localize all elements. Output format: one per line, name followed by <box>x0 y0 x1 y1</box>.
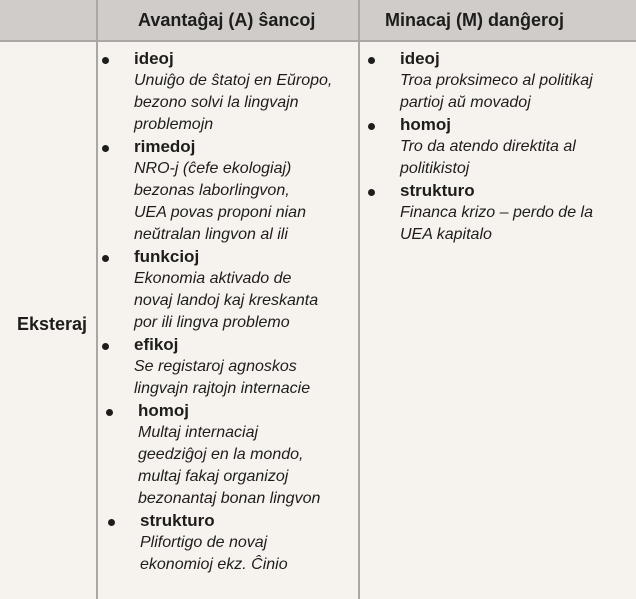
bullet-icon <box>102 255 109 262</box>
item-description: Se registaroj agnoskos lingvajn rajtojn internacie <box>134 358 311 397</box>
bullet-icon <box>368 189 375 196</box>
list-item <box>102 48 354 136</box>
bullet-icon <box>102 145 109 152</box>
item-description: Multaj internaciaj geedziĝoj en la mondo, multaj fakaj organizoj bezonantaj bonan lingvon <box>138 424 321 507</box>
item-term: strukturo <box>400 181 475 200</box>
list-item <box>364 114 632 180</box>
item-description: Troa proksimeco al politikaj partioj aŭ movadoj <box>400 72 593 111</box>
column-divider-left <box>96 0 98 599</box>
threats-column-header: Minacaj (M) danĝeroj <box>385 10 565 30</box>
item-term: efikoj <box>134 335 179 354</box>
item-description: Plifortigo de novaj ekonomioj ekz. Ĉinio <box>140 534 288 573</box>
item-description: Ekonomia aktivado de novaj landoj kaj kreskanta por ili lingva problemo <box>134 270 319 331</box>
advantages-list <box>102 48 354 576</box>
bullet-icon <box>102 343 109 350</box>
item-term: funkcioj <box>134 247 200 266</box>
list-item <box>102 400 354 510</box>
bullet-icon <box>106 409 113 416</box>
item-term: homoj <box>138 401 189 420</box>
threats-list <box>364 48 632 246</box>
item-term: strukturo <box>140 511 215 530</box>
item-description: NRO-j (ĉefe ekologiaj) bezonas laborlingvon, UEA povas proponi nian neŭtralan lingvon al ili <box>134 160 306 243</box>
list-item <box>102 246 354 334</box>
item-term: homoj <box>400 115 451 134</box>
bullet-icon <box>368 123 375 130</box>
item-term: ideoj <box>400 49 440 68</box>
list-item <box>102 334 354 400</box>
advantages-column-header: Avantaĝaj (A) ŝancoj <box>138 10 316 30</box>
bullet-icon <box>102 57 109 64</box>
item-term: rimedoj <box>134 137 196 156</box>
item-description: Tro da atendo direktita al politikistoj <box>400 138 576 177</box>
bullet-icon <box>108 519 115 526</box>
bullet-icon <box>368 57 375 64</box>
list-item <box>102 510 354 576</box>
list-item <box>364 180 632 246</box>
list-item <box>102 136 354 246</box>
item-description: Financa krizo – perdo de la UEA kapitalo <box>400 204 593 243</box>
column-divider-right <box>358 0 360 599</box>
item-term: ideoj <box>134 49 174 68</box>
row-label-external: Eksteraj <box>17 314 88 334</box>
list-item <box>364 48 632 114</box>
item-description: Unuiĝo de ŝtatoj en Eŭropo, bezono solvi la lingvajn problemojn <box>134 72 333 133</box>
